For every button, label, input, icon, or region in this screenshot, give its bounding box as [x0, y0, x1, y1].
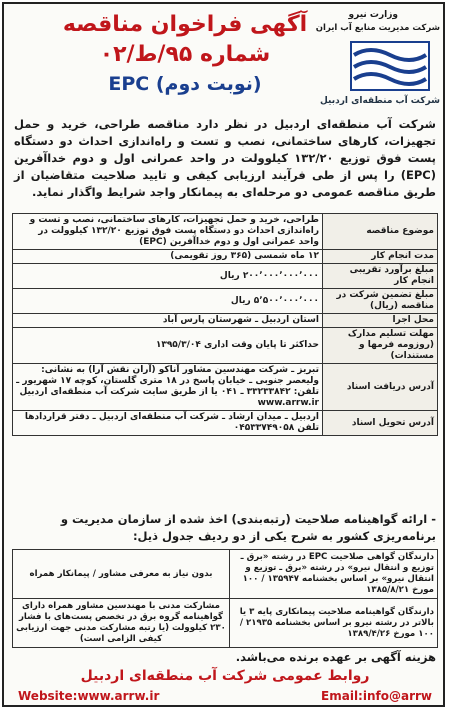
specs-row	[13, 411, 438, 436]
specs-label: محل اجرا	[323, 314, 438, 328]
tender-specs-table	[12, 213, 438, 436]
specs-value: حداکثر تا پایان وقت اداری ۱۳۹۵/۳/۰۴	[13, 328, 323, 364]
organization-logo	[315, 8, 440, 112]
round-label: (نوبت دوم) EPC	[108, 73, 262, 95]
specs-value: ۵٬۵۰۰٬۰۰۰٬۰۰۰ ریال	[13, 289, 323, 314]
specs-value: استان اردبیل ـ شهرستان پارس آباد	[13, 314, 323, 328]
qualification-condition: مشارکت مدنی با مهندسین مشاور همراه دارای گواهینامه گروه برق در تخصص پست‌های با فشار ۲۳۰ کیلوولت (یا رتبه مشارکت مدنی جهت ارزیابی کیفی الزامی است)	[13, 599, 230, 648]
qualification-condition: بدون نیاز به معرفی مشاور / پیمانکار همراه	[13, 550, 230, 599]
regional-company-name: شرکت آب منطقه‌ای اردبیل	[320, 96, 440, 106]
specs-value: طراحی، خرید و حمل تجهیزات، کارهای ساختمانی، نصب و تست و راه‌اندازی احداث دو دستگاه پست فوق توزیع ۱۳۲/۲۰ کیلوولت در واحد عمرانی اول و دوم خداآفرین (EPC)	[13, 214, 323, 250]
specs-value: ۲۰۰٬۰۰۰٬۰۰۰٬۰۰۰ ریال	[13, 264, 323, 289]
notice-title: آگهی فراخوان مناقصه	[62, 12, 308, 37]
company-name: شرکت مدیریت منابع آب ایران	[315, 23, 440, 33]
specs-label: آدرس دریافت اسناد	[323, 364, 438, 411]
ministry-name: وزارت نیرو	[348, 10, 398, 20]
specs-row	[13, 314, 438, 328]
specs-value: ۱۲ ماه شمسی (۳۶۵ روز تقویمی)	[13, 250, 323, 264]
specs-row	[13, 214, 438, 250]
intro-paragraph: شرکت آب منطقه‌ای اردبیل در نظر دارد مناقصه طراحی، خرید و حمل تجهیزات، کارهای ساختمانی، نصب و تست و راه‌اندازی احداث دو دستگاه پست فوق توزیع ۱۳۲/۲۰ کیلوولت در واحد عمرانی اول و دوم خداآفرین (EPC) را پس از طی فرآیند ارزیابی کیفی و تایید صلاحیت متقاضیان از طریق مناقصه عمومی دو مرحله‌ای به پیمانکار واجد شرایط واگذار نماید.	[14, 117, 436, 199]
website-text: Website:www.arrw.ir	[18, 689, 160, 703]
qualification-type: دارندگان گواهی صلاحیت EPC در رشته «برق ـ توزیع و انتقال نیرو» در رشته «برق ـ توزیع و انتقال نیرو» بر اساس بخشنامه ۱۳۵۹۴۷ / ۱۰۰ مورخ ۱۳۸۵/۸/۲۱	[230, 550, 438, 599]
specs-label: مهلت تسلیم مدارک (روزومه فرمها و مستندات)	[323, 328, 438, 364]
specs-label: موضوع مناقصه	[323, 214, 438, 250]
qualification-row	[13, 550, 438, 599]
specs-label: مبلغ برآورد تقریبی انجام کار	[323, 264, 438, 289]
contact-bar	[12, 689, 438, 705]
specs-value: تبریز ـ شرکت مهندسین مشاور آناکو (آران نقش آرا) به نشانی: ولیعصر جنوبی ـ خیابان پاسخ در ۱۸ متری گلستان، کوچه ۱۷ شهریور ـ تلفن: ۳۳۲۳۳۸۴۲ ـ ۰۴۱ یا از طریق سایت شرکت آب منطقه‌ای اردبیل www.arrw.ir	[13, 364, 323, 411]
tender-notice	[2, 2, 445, 707]
specs-row	[13, 264, 438, 289]
water-waves-emblem-icon	[350, 41, 430, 91]
public-relations-signature: روابط عمومی شرکت آب منطقه‌ای اردبیل	[80, 668, 370, 684]
notice-title-block	[50, 8, 320, 112]
advertisement-cost-note: هزینه آگهی بر عهده برنده می‌باشد.	[235, 650, 436, 664]
specs-label: مبلغ تضمین شرکت در مناقصه (ریال)	[323, 289, 438, 314]
specs-label: مدت انجام کار	[323, 250, 438, 264]
specs-label: آدرس تحویل اسناد	[323, 411, 438, 436]
tender-number: شماره ۹۵/ط/۰۲	[99, 42, 271, 67]
specs-row	[13, 364, 438, 411]
qualification-row	[13, 599, 438, 648]
qualification-table	[12, 549, 438, 648]
specs-value: اردبیل ـ میدان ارشاد ـ شرکت آب منطقه‌ای اردبیل ـ دفتر قراردادها تلفن ۰۴۵۳۳۷۴۹۰۵۸	[13, 411, 323, 436]
notice-header	[10, 8, 441, 112]
specs-row	[13, 328, 438, 364]
email-text: Email:info@arrw	[321, 689, 432, 703]
specs-row	[13, 250, 438, 264]
specs-row	[13, 289, 438, 314]
qualification-requirement-text: - ارائه گواهینامه صلاحیت (رتبه‌بندی) اخذ شده از سازمان مدیریت و برنامه‌ریزی کشور به شرح یکی از دو ردیف جدول ذیل:	[60, 512, 436, 543]
qualification-type: دارندگان گواهینامه صلاحیت پیمانکاری پایه ۳ یا بالاتر در رشته نیرو بر اساس بخشنامه ۲۱۹۳۵ / ۱۰۰ مورخ ۱۳۸۹/۴/۲۶	[230, 599, 438, 648]
